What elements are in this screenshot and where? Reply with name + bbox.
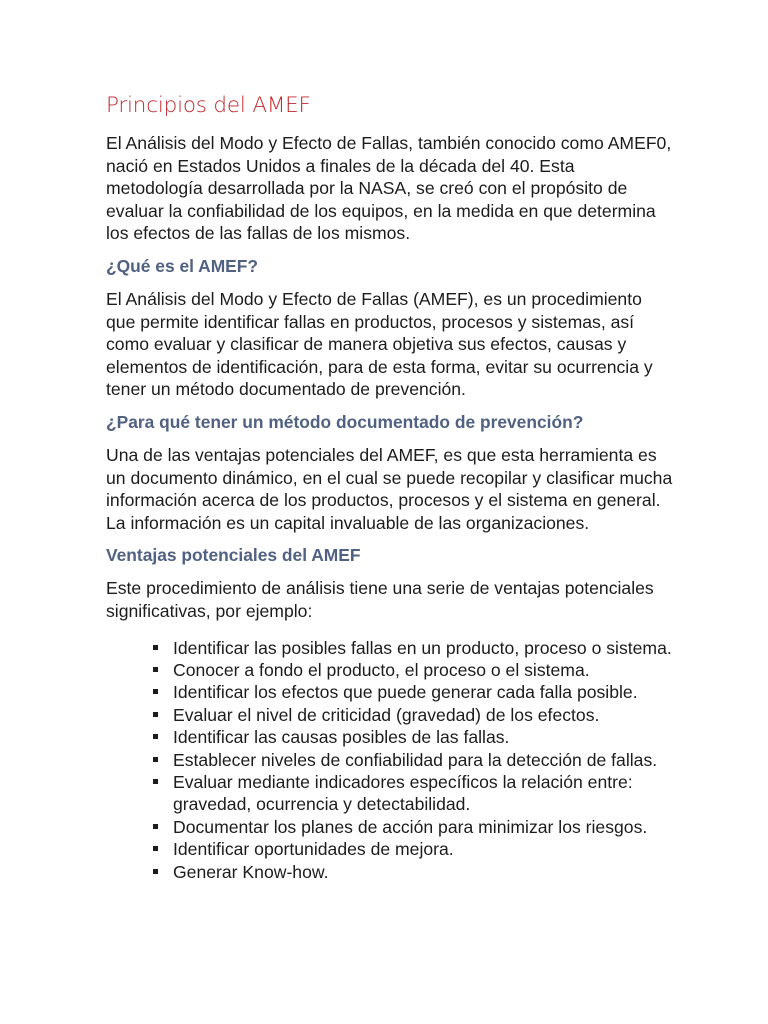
square-bullet-icon	[153, 757, 158, 762]
section-body-que-es: El Análisis del Modo y Efecto de Fallas (AMEF), es un procedimiento que permite identificar fallas en productos, procesos y sistemas, así como evaluar y clasificar de manera objetiva sus efectos, causas y elementos de identificación, para de esta forma, evitar su ocurrencia y tener un método documentado de prevención.	[106, 288, 653, 400]
list-item-text: Evaluar el nivel de criticidad (gravedad) de los efectos.	[173, 704, 600, 725]
list-item-text: Documentar los planes de acción para minimizar los riesgos.	[173, 816, 648, 837]
section-heading-que-es: ¿Qué es el AMEF?	[106, 255, 259, 276]
intro-paragraph: El Análisis del Modo y Efecto de Fallas, también conocido como AMEF0, nació en Estados Unidos a finales de la década del 40. Esta metodología desarrollada por la NASA, se creó con el propósito de evaluar la confiabilidad de los equipos, en la medida en que determina los efectos de las fallas de los mismos.	[106, 133, 672, 244]
square-bullet-icon	[153, 645, 158, 650]
list-item	[153, 659, 676, 681]
advantages-list	[106, 637, 676, 883]
list-item-text: Establecer niveles de confiabilidad para la detección de fallas.	[173, 749, 658, 770]
square-bullet-icon	[153, 869, 158, 874]
square-bullet-icon	[153, 779, 158, 784]
square-bullet-icon	[153, 712, 158, 717]
section-heading-ventajas: Ventajas potenciales del AMEF	[106, 545, 361, 566]
square-bullet-icon	[153, 824, 158, 829]
list-item-text: Evaluar mediante indicadores específicos la relación entre: gravedad, ocurrencia y detectabilidad.	[173, 771, 633, 815]
square-bullet-icon	[153, 734, 158, 739]
list-item	[153, 749, 676, 771]
document-content	[106, 92, 676, 883]
list-item-text: Generar Know-how.	[173, 861, 329, 882]
list-item-text: Conocer a fondo el producto, el proceso o el sistema.	[173, 659, 590, 680]
document-title: Principios del AMEF	[106, 93, 311, 118]
square-bullet-icon	[153, 689, 158, 694]
list-item	[153, 637, 676, 659]
section-heading-para-que: ¿Para qué tener un método documentado de prevención?	[106, 411, 584, 432]
list-item	[153, 861, 676, 883]
list-item	[153, 726, 676, 748]
list-item	[153, 816, 676, 838]
list-item	[153, 704, 676, 726]
section-body-para-que: Una de las ventajas potenciales del AMEF, es que esta herramienta es un documento dinámico, en el cual se puede recopilar y clasificar mucha información acerca de los productos, procesos y el sistema en general. La información es un capital invaluable de las organizaciones.	[106, 444, 673, 533]
list-item	[153, 838, 676, 860]
list-item-text: Identificar los efectos que puede generar cada falla posible.	[173, 682, 638, 703]
square-bullet-icon	[153, 667, 158, 672]
list-item-text: Identificar las causas posibles de las fallas.	[173, 727, 510, 748]
square-bullet-icon	[153, 846, 158, 851]
list-item	[153, 771, 676, 816]
list-item-text: Identificar las posibles fallas en un producto, proceso o sistema.	[173, 637, 672, 658]
list-item-text: Identificar oportunidades de mejora.	[173, 839, 454, 860]
section-body-ventajas: Este procedimiento de análisis tiene una serie de ventajas potenciales significativas, por ejemplo:	[106, 578, 654, 621]
list-item	[153, 681, 676, 703]
